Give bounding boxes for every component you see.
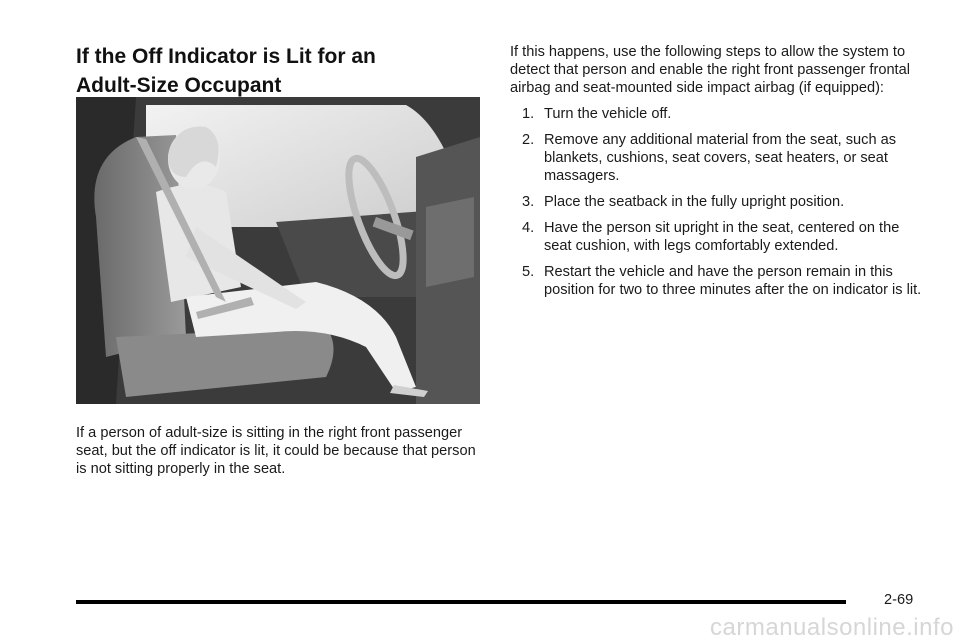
step-item bbox=[510, 193, 930, 211]
section-heading-line2: Adult-Size Occupant bbox=[76, 74, 282, 97]
footer-rule bbox=[76, 600, 846, 604]
instructions-column bbox=[510, 43, 930, 307]
step-number: 1. bbox=[522, 106, 535, 122]
instructions-lead: If this happens, use the following steps to allow the system to detect that person and enable the right front passenger frontal airbag and seat-mounted side impact airbag (if equipped): bbox=[510, 44, 910, 96]
steps-list bbox=[510, 105, 930, 299]
step-text: Turn the vehicle off. bbox=[544, 106, 672, 122]
section-heading-line1: If the Off Indicator is Lit for an bbox=[76, 45, 376, 68]
step-text: Restart the vehicle and have the person remain in this position for two to three minutes after the on indicator is lit. bbox=[544, 264, 922, 298]
step-item bbox=[510, 263, 930, 299]
step-number: 4. bbox=[522, 220, 535, 236]
watermark: carmanualsonline.info bbox=[710, 614, 954, 641]
step-text: Place the seatback in the fully upright position. bbox=[544, 194, 845, 210]
step-text: Remove any additional material from the seat, such as blankets, cushions, seat covers, seat heaters, or seat massagers. bbox=[544, 132, 897, 184]
step-item bbox=[510, 219, 930, 255]
step-item bbox=[510, 131, 930, 185]
adult-occupant-drawing bbox=[76, 97, 480, 404]
intro-paragraph: If a person of adult-size is sitting in the right front passenger seat, but the off indicator is lit, it could be because that person is not sitting properly in the seat. bbox=[76, 425, 476, 477]
step-text: Have the person sit upright in the seat, centered on the seat cushion, with legs comfortably extended. bbox=[544, 220, 900, 254]
step-number: 3. bbox=[522, 194, 535, 210]
section-heading bbox=[76, 42, 476, 100]
adult-occupant-illustration bbox=[76, 97, 480, 404]
step-number: 5. bbox=[522, 264, 535, 280]
page-number: 2-69 bbox=[884, 592, 914, 608]
step-number: 2. bbox=[522, 132, 535, 148]
step-item bbox=[510, 105, 930, 123]
